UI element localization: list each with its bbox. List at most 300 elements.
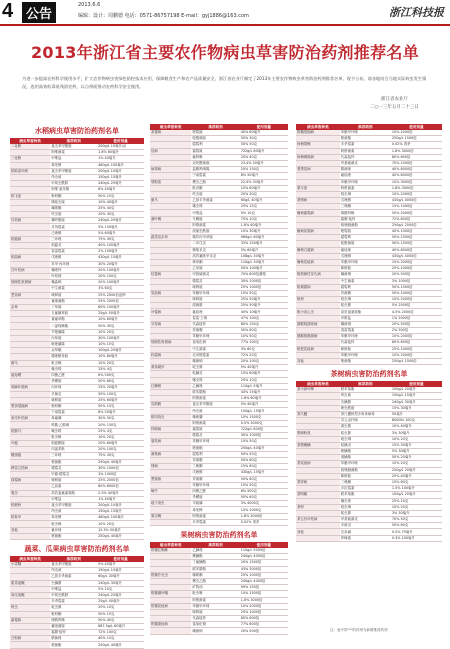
agent-cell: 苯甲·丙环唑 bbox=[50, 261, 97, 267]
dose-cell: 110g/L 5毫升 bbox=[240, 383, 288, 389]
pest-cell: 柑橘介壳虫 bbox=[150, 572, 191, 578]
dose-cell: 150g/L 15毫升 bbox=[97, 174, 144, 180]
pest-cell: 黑斑病 bbox=[150, 476, 191, 482]
dose-cell: 50% 60克 bbox=[240, 495, 288, 501]
dose-cell: 30% 1000倍 bbox=[97, 465, 144, 471]
agent-cell: 矿物油 bbox=[191, 585, 239, 591]
agent-cell: 腈菌唑 bbox=[50, 636, 97, 642]
dose-cell: 250g/L 40毫升 bbox=[97, 459, 144, 465]
dose-cell: 15% 60毫升 bbox=[240, 371, 288, 377]
pest-cell: 穗颈瘟 bbox=[10, 453, 50, 459]
agent-cell: 腐霉利 bbox=[191, 142, 239, 148]
agent-cell: 双草醚 bbox=[50, 348, 97, 354]
dose-cell: 20% 500倍 bbox=[391, 272, 442, 278]
agent-cell: 咪鲜胺 bbox=[50, 478, 97, 484]
dose-cell: 80% 600倍 bbox=[391, 154, 442, 160]
dose-cell: 72% 600倍 bbox=[391, 216, 442, 222]
agent-cell: 噻虫嗪 bbox=[50, 428, 97, 434]
agent-cell: 咪鲜胺 bbox=[340, 346, 391, 352]
dose-cell: 1.8% 60毫升 bbox=[97, 150, 144, 156]
pest-cell: 秧苗立枯病 bbox=[10, 465, 50, 471]
dose-cell: 40% 8000倍 bbox=[391, 173, 442, 179]
dose-cell: 687.5g/L 60毫升 bbox=[97, 623, 144, 629]
column-header: 推荐药剂 bbox=[340, 381, 391, 387]
dose-cell: 10% 50克 bbox=[240, 290, 288, 296]
dose-cell: 22.4% 30毫升 bbox=[240, 179, 288, 185]
agent-cell: 中生菌素 bbox=[340, 278, 391, 284]
agent-cell: 毒死蜱 bbox=[191, 507, 239, 513]
agent-cell: 双炔酰菌胺 bbox=[191, 160, 239, 166]
pest-cell: 福寿螺 bbox=[10, 372, 50, 378]
dose-cell: 50% 15克 bbox=[97, 193, 144, 199]
agent-cell: 代森锰锌 bbox=[340, 154, 391, 160]
dose-cell: 250g/L 20毫升 bbox=[391, 467, 442, 473]
agent-cell: 霜霉威 bbox=[191, 148, 239, 154]
dose-cell: 3% 4000克 bbox=[240, 501, 288, 507]
dose-cell: 108g/L 30毫升 bbox=[240, 253, 288, 259]
dose-cell: 10% 20克 bbox=[97, 360, 144, 366]
newspaper-name: 浙江科技报 bbox=[389, 6, 444, 19]
block-2b bbox=[296, 124, 442, 365]
agent-cell: 噻菌铜 bbox=[340, 321, 391, 327]
agent-cell: 吡虫啉 bbox=[50, 434, 97, 440]
dose-cell: 2% 100毫升 bbox=[97, 249, 144, 255]
dose-cell: 50% 30克 bbox=[240, 136, 288, 142]
dose-cell: 40% 8000倍 bbox=[391, 247, 442, 253]
agent-cell: 噻菌铜 bbox=[191, 358, 239, 364]
pest-cell: 茶尺蠖 bbox=[296, 411, 340, 417]
pest-cell: 黄条跳甲 bbox=[150, 365, 191, 371]
dose-cell: 10% 20克 bbox=[391, 504, 442, 510]
column-header: 推荐药剂 bbox=[191, 542, 239, 548]
agent-cell: 四聚乙醛 bbox=[191, 488, 239, 494]
dose-cell: 60% 100毫升 bbox=[97, 304, 144, 310]
table-header-row bbox=[296, 124, 442, 130]
dose-cell: 5% 10克 bbox=[97, 586, 144, 592]
dose-cell: 75% 30克 bbox=[97, 236, 144, 242]
agent-cell: 咪鲜胺 bbox=[50, 397, 97, 403]
agent-cell: 联苯肼酯 bbox=[191, 389, 239, 395]
agent-cell: 甲维盐 bbox=[50, 156, 97, 162]
dose-cell: 30% 1000倍 bbox=[240, 278, 288, 284]
agent-cell: 稻瘟灵 bbox=[50, 243, 97, 249]
dose-cell: 25g/L 40毫升 bbox=[97, 599, 144, 605]
agent-cell: 茚虫威 bbox=[50, 509, 97, 515]
dose-cell: 25% 4克 bbox=[97, 428, 144, 434]
pest-cell: 茶小绿叶蝉 bbox=[296, 387, 340, 393]
pest-cell: 纹枯病 bbox=[10, 218, 50, 224]
agent-cell: 烯啶虫胺 bbox=[50, 199, 97, 205]
pest-cell: 猝倒病 bbox=[150, 427, 191, 433]
dose-cell: 200g/L 10毫升/亩 bbox=[97, 144, 144, 150]
agent-cell: 溴菌腈 bbox=[191, 303, 239, 309]
dose-cell: 75% 30克 bbox=[97, 453, 144, 459]
pest-cell: 柑橘溃疡病 bbox=[150, 622, 191, 628]
agent-cell: 甲维盐 bbox=[50, 586, 97, 592]
column-header: 病虫草害种类 bbox=[10, 138, 50, 144]
dose-cell: 20% 1500倍 bbox=[240, 560, 288, 566]
dose-cell: 25% 4克 bbox=[97, 366, 144, 372]
agent-cell: 螺虫乙酯 bbox=[191, 578, 239, 584]
table-header-row bbox=[10, 556, 144, 562]
dose-cell: 10% 50克 bbox=[240, 482, 288, 488]
dose-cell: 72% 20克 bbox=[240, 352, 288, 358]
dose-cell: 80% 150克 bbox=[240, 321, 288, 327]
pest-cell: 梨黑星病 bbox=[296, 167, 340, 173]
dose-cell: 20% 60毫升 bbox=[97, 441, 144, 447]
dose-cell: 10% 1500倍 bbox=[240, 591, 288, 597]
table-header-row bbox=[150, 542, 288, 548]
agent-cell: 中生菌素 bbox=[50, 286, 97, 292]
agent-cell: 阿维菌素 bbox=[191, 420, 239, 426]
column-2 bbox=[150, 124, 288, 635]
dose-cell: 25% 2000倍 bbox=[97, 478, 144, 484]
pest-cell: 叶霉病 bbox=[150, 309, 191, 315]
agent-cell: 吡蚜酮 bbox=[50, 193, 97, 199]
pest-cell: 叶瘟 bbox=[10, 441, 50, 447]
agent-cell: 多菌灵 bbox=[340, 523, 391, 529]
agent-cell: 戊唑醇 bbox=[340, 253, 391, 259]
dose-cell: 100g/L 20毫升 bbox=[391, 492, 442, 498]
dose-cell: 20% 100克 bbox=[97, 273, 144, 279]
agent-cell: 异菌脲 bbox=[191, 476, 239, 482]
dose-cell: 150g/L 15毫升 bbox=[391, 393, 442, 399]
pest-cell: 茶炭疽病 bbox=[296, 461, 340, 467]
pest-cell: 锈病 bbox=[150, 464, 191, 470]
dose-cell: 10% 2000倍 bbox=[391, 259, 442, 265]
dose-cell: 40% 10克 bbox=[97, 636, 144, 642]
pest-cell: 蓟马 bbox=[10, 360, 50, 366]
agent-cell: 嘧菌酯 bbox=[50, 642, 97, 648]
agent-cell: 氯虫苯甲酰胺 bbox=[50, 168, 97, 174]
agent-cell: 甲基硫菌灵 bbox=[340, 160, 391, 166]
dose-cell: 1.8% 60毫升 bbox=[240, 222, 288, 228]
dose-cell: 50% 1500倍 bbox=[391, 284, 442, 290]
pest-cell: 其他 bbox=[296, 358, 340, 364]
header-rule bbox=[0, 24, 450, 26]
agent-cell: 多杀霉素 bbox=[50, 599, 97, 605]
agent-cell: 戊唑醇 bbox=[50, 255, 97, 261]
dose-cell: 20% 30克 bbox=[97, 212, 144, 218]
agent-cell: 茶尺蠖核型多角体病毒 bbox=[340, 411, 391, 417]
dose-cell: 5% 40毫升 bbox=[97, 562, 144, 568]
pest-cell: 恶苗病 bbox=[10, 292, 50, 298]
dose-cell: 430g/L 4000倍 bbox=[391, 198, 442, 204]
agent-cell: 阿维菌素 bbox=[191, 222, 239, 228]
agent-cell: 中生菌素 bbox=[191, 346, 239, 352]
agent-cell: 嘧霉胺 bbox=[340, 229, 391, 235]
agent-cell: 氟硅唑 bbox=[191, 309, 239, 315]
dose-cell: 40% 8000倍 bbox=[391, 167, 442, 173]
page-number: 4 bbox=[2, 0, 14, 22]
agent-cell: 氯虫苯甲酰胺 bbox=[191, 402, 239, 408]
table-row bbox=[150, 519, 288, 525]
dose-cell: 0.5% 75毫升 bbox=[391, 529, 442, 535]
agent-cell: 咪鲜胺 bbox=[191, 297, 239, 303]
agent-cell: 氟吗啉 bbox=[191, 154, 239, 160]
agent-cell: 啶酰菌胺 bbox=[191, 136, 239, 142]
dose-cell: 25% 1000倍 bbox=[391, 346, 442, 352]
pest-cell: 稻纵卷叶螟 bbox=[10, 168, 50, 174]
column-header: 使用剂量 bbox=[240, 124, 288, 130]
agent-cell: 印楝素 bbox=[340, 535, 391, 541]
agent-cell: 春雷霉素 bbox=[50, 249, 97, 255]
dose-cell: 47% 100克 bbox=[240, 315, 288, 321]
column-header: 推荐药剂 bbox=[340, 124, 391, 130]
dose-cell: 50% 60克 bbox=[391, 523, 442, 529]
pest-cell: 疫病 bbox=[150, 148, 191, 154]
dose-cell: 120g/L 30毫升 bbox=[240, 259, 288, 265]
dose-cell: 4.5% 2000倍 bbox=[391, 309, 442, 315]
dose-cell: 40% 60毫升 bbox=[240, 130, 288, 136]
dose-cell: 5% 40毫升 bbox=[240, 402, 288, 408]
dose-cell: 1.8% 3000倍 bbox=[391, 185, 442, 191]
dose-cell: 5% 10克 bbox=[240, 210, 288, 216]
column-header: 推荐药剂 bbox=[191, 124, 239, 130]
dose-cell: 240g/L 4000倍 bbox=[240, 578, 288, 584]
agent-cell: 异菌脲 bbox=[340, 290, 391, 296]
pest-cell bbox=[10, 533, 50, 539]
agent-cell: 噻嗪酮 bbox=[191, 572, 239, 578]
pest-cell: 二化螟 bbox=[10, 144, 50, 150]
dose-cell: 110g/L 5000倍 bbox=[240, 548, 288, 554]
dose-cell: 77% 600倍 bbox=[240, 622, 288, 628]
pest-cell: 葡萄炭疽病 bbox=[296, 259, 340, 265]
column-header: 推荐药剂 bbox=[50, 138, 97, 144]
pesticide-table bbox=[10, 138, 144, 540]
agent-cell: 多杀霉素 bbox=[340, 142, 391, 148]
agent-cell: 噁霉灵 bbox=[50, 465, 97, 471]
dose-cell: 25g/L 50毫升 bbox=[97, 311, 144, 317]
agent-cell: 戊唑醇 bbox=[340, 198, 391, 204]
dose-cell: 33% 150毫升 bbox=[240, 241, 288, 247]
pest-cell: 菌核病 bbox=[150, 451, 191, 457]
agent-cell: 苯醚甲环唑 bbox=[340, 352, 391, 358]
agent-cell: 唑虫酰胺 bbox=[340, 405, 391, 411]
dose-cell: 5% 2500倍 bbox=[391, 303, 442, 309]
agent-cell: 嘧菌酯 bbox=[50, 459, 97, 465]
agent-cell: 四聚乙醛 bbox=[50, 372, 97, 378]
dose-cell: 15% 60克 bbox=[240, 464, 288, 470]
column-header: 使用剂量 bbox=[240, 542, 288, 548]
pest-cell: 胡麻叶斑病 bbox=[10, 385, 50, 391]
dose-cell: 40% 10毫升 bbox=[240, 309, 288, 315]
dose-cell: 5% 150毫升 bbox=[97, 224, 144, 230]
pest-cell: 杨梅果蝇 bbox=[296, 142, 340, 148]
agent-cell: 联苯菊酯 bbox=[340, 492, 391, 498]
agent-cell: 嘧菌酯 bbox=[340, 136, 391, 142]
dose-cell: 1.8% 3000倍 bbox=[240, 513, 288, 519]
issue-date: 2013.6.6 bbox=[78, 2, 101, 8]
agent-cell: 氯虫苯甲酰胺 bbox=[50, 562, 97, 568]
agent-cell: 苄嘧磺隆 bbox=[50, 329, 97, 335]
dose-cell: 20% 10克 bbox=[97, 605, 144, 611]
agent-cell: 啶虫脒 bbox=[340, 303, 391, 309]
pest-cell: 枯萎病 bbox=[150, 272, 191, 278]
agent-cell: 嘧菌酯 bbox=[50, 533, 97, 539]
agent-cell: 吡虫啉 bbox=[340, 191, 391, 197]
agent-cell: 苯醚甲环唑 bbox=[340, 461, 391, 467]
dose-cell: 480g/L 100毫升 bbox=[97, 515, 144, 521]
pest-cell: 炭疽病 bbox=[150, 290, 191, 296]
dose-cell: 60g/L 30毫升 bbox=[97, 574, 144, 580]
dose-cell: 50% 1500倍 bbox=[391, 235, 442, 241]
pest-cell: 烟粉虱 bbox=[150, 179, 191, 185]
agent-cell: 螺螨酯 bbox=[191, 554, 239, 560]
dose-cell: 10% 40毫升 bbox=[97, 199, 144, 205]
pesticide-table bbox=[150, 124, 288, 526]
dose-cell: 430g/L 15毫升 bbox=[97, 255, 144, 261]
pest-cell: 桃蚜 bbox=[296, 297, 340, 303]
agent-cell: 哒螨灵 bbox=[340, 442, 391, 448]
dose-cell: 20% 500倍 bbox=[240, 628, 288, 634]
dose-cell: 80% 6000倍 bbox=[97, 484, 144, 490]
dose-cell: 30% 20毫升 bbox=[97, 261, 144, 267]
agent-cell: 氟环唑 bbox=[50, 527, 97, 533]
dose-cell: 3% 60克 bbox=[97, 286, 144, 292]
agent-cell: 咪鲜胺 bbox=[50, 292, 97, 298]
agent-cell: 阿维菌素 bbox=[50, 150, 97, 156]
dose-cell: 10% 20克 bbox=[391, 436, 442, 442]
pest-cell: 枇杷炭疽病 bbox=[296, 346, 340, 352]
pest-cell: 白叶枯病 bbox=[10, 267, 50, 273]
dose-cell: 50% 100毫升 bbox=[240, 266, 288, 272]
dose-cell: 10% 2000倍 bbox=[391, 352, 442, 358]
dose-cell: 1.5% 100毫升 bbox=[391, 486, 442, 492]
agent-cell: 氢氧化铜 bbox=[191, 622, 239, 628]
pest-cell: 其他 bbox=[296, 529, 340, 535]
agent-cell: 啶虫脒 bbox=[191, 365, 239, 371]
table-title: 茶树病虫害防治药剂名单 bbox=[330, 370, 408, 379]
dose-cell: 99% 150倍 bbox=[240, 585, 288, 591]
pesticide-table bbox=[296, 381, 442, 542]
agent-cell: 噻虫嗪 bbox=[50, 366, 97, 372]
agent-cell: 溴氰虫酰胺 bbox=[191, 229, 239, 235]
agent-cell: 杀螺胺 bbox=[191, 495, 239, 501]
agent-cell: 甲氧虫酰肼 bbox=[50, 592, 97, 598]
dose-cell: 50毫升 bbox=[391, 411, 442, 417]
agent-cell: 联苯菊酯 bbox=[340, 387, 391, 393]
agent-cell: 啶虫脒 bbox=[340, 430, 391, 436]
pest-cell: 茶网蝽 bbox=[296, 492, 340, 498]
dose-cell: 50% 50克 bbox=[240, 451, 288, 457]
dose-cell: 15% 60克 bbox=[391, 479, 442, 485]
agent-cell: 三唑酮 bbox=[340, 479, 391, 485]
column-1 bbox=[10, 124, 144, 649]
pest-cell: 瓜绢螟 bbox=[150, 402, 191, 408]
agent-cell: 丙草胺 bbox=[50, 335, 97, 341]
dose-cell: 6% 40毫升 bbox=[97, 187, 144, 193]
agent-cell: 噻菌铜 bbox=[340, 272, 391, 278]
agent-cell: 噁唑酰草胺 bbox=[50, 354, 97, 360]
agent-cell: 腈菌唑 bbox=[340, 167, 391, 173]
agent-cell: 乙蒜素 bbox=[50, 484, 97, 490]
agent-cell: 吡蚜酮 bbox=[50, 403, 97, 409]
dose-cell: 722g/L 800倍 bbox=[240, 427, 288, 433]
agent-cell: 联苯肼酯 bbox=[191, 566, 239, 572]
dose-cell: 6% 500克 bbox=[97, 372, 144, 378]
agent-cell: 吡唑醚菌酯 bbox=[340, 467, 391, 473]
agent-cell: 苦参碱 bbox=[340, 529, 391, 535]
dose-cell: 50% 2000倍 bbox=[391, 210, 442, 216]
pest-cell: 细菌性角斑病 bbox=[150, 340, 191, 346]
agent-cell: 甲维盐 bbox=[340, 315, 391, 321]
agent-cell: 呋虫胺 bbox=[191, 191, 239, 197]
agent-cell: 呋虫胺 bbox=[50, 212, 97, 218]
dose-cell: 50% 60克 bbox=[240, 328, 288, 334]
agent-cell: 三环唑 bbox=[50, 236, 97, 242]
agent-cell: 三唑酮 bbox=[191, 464, 239, 470]
column-header: 推荐药剂 bbox=[50, 556, 97, 562]
agent-cell: 多菌灵 bbox=[50, 391, 97, 397]
agent-cell: 苯醚甲环唑 bbox=[340, 334, 391, 340]
dose-cell: 2% 500倍 bbox=[391, 328, 442, 334]
pest-cell: 绿霉病 bbox=[10, 478, 50, 484]
pest-cell: 灰霉病 bbox=[150, 130, 191, 136]
agent-cell: 稻瘟酰胺 bbox=[50, 441, 97, 447]
agent-cell: 春雷霉素 bbox=[340, 328, 391, 334]
dose-cell: 10% 2000倍 bbox=[391, 297, 442, 303]
agent-cell: 噻虫嗪 bbox=[191, 377, 239, 383]
dose-cell: 10% 50克 bbox=[240, 439, 288, 445]
agent-cell: 苯醚甲环唑 bbox=[340, 259, 391, 265]
pest-cell: 葡萄霜霉病 bbox=[296, 210, 340, 216]
dose-cell: 0.3% 100毫升 bbox=[391, 535, 442, 541]
column-header: 使用剂量 bbox=[391, 381, 442, 387]
agent-cell: 腐霉利 bbox=[340, 235, 391, 241]
dose-cell: 3% 1000倍 bbox=[97, 471, 144, 477]
column-header: 病虫草害种类 bbox=[10, 556, 50, 562]
dose-cell: 70% 50克 bbox=[391, 517, 442, 523]
dose-cell: 20% 100毫升 bbox=[97, 267, 144, 273]
agent-cell: 阿维菌素 bbox=[340, 148, 391, 154]
pest-cell: 黑刺粉虱 bbox=[296, 430, 340, 436]
dose-cell: 10% 60毫升 bbox=[97, 317, 144, 323]
dose-cell: 5% 30毫升 bbox=[391, 449, 442, 455]
table-row bbox=[296, 358, 442, 364]
dose-cell: 15% 1000克 bbox=[240, 507, 288, 513]
dose-cell: 10% 3000倍 bbox=[391, 179, 442, 185]
pest-cell: 软腐病 bbox=[150, 352, 191, 358]
agent-cell: 吡虫啉 bbox=[340, 297, 391, 303]
agent-cell: 吡嘧磺隆 bbox=[50, 342, 97, 348]
agent-cell: 氰氟草酯 bbox=[50, 317, 97, 323]
dose-cell: 77% 100克 bbox=[240, 340, 288, 346]
dose-cell: 25% 60毫升 bbox=[97, 397, 144, 403]
agent-cell: 丁草胺 bbox=[50, 304, 97, 310]
dose-cell: 3% 30毫升 bbox=[391, 430, 442, 436]
table-row bbox=[296, 535, 442, 541]
agent-cell: 乙螨唑 bbox=[191, 548, 239, 554]
dose-cell: 200g/L 10毫升 bbox=[97, 168, 144, 174]
dose-cell: 960g/L 60毫升 bbox=[240, 235, 288, 241]
pest-cell: 蓟马 bbox=[150, 198, 191, 204]
agent-cell: 宁南霉素 bbox=[191, 173, 239, 179]
pest-cell: 稻曲病 bbox=[10, 255, 50, 261]
pest-cell: 葡萄灰霉病 bbox=[296, 229, 340, 235]
pest-cell: 柑橘疮痂病 bbox=[296, 130, 340, 136]
dose-cell: 5% 60毫升 bbox=[240, 247, 288, 253]
block-0 bbox=[10, 126, 144, 540]
agent-cell: 腐霉利 bbox=[340, 284, 391, 290]
pest-cell bbox=[10, 642, 50, 648]
dose-cell: 50% 15克 bbox=[97, 403, 144, 409]
dose-cell: 1.8% 60毫升 bbox=[240, 396, 288, 402]
dose-cell: 75% 10克 bbox=[240, 216, 288, 222]
agent-cell: 吡虫啉 bbox=[50, 521, 97, 527]
agent-cell: 杀螺胺 bbox=[50, 379, 97, 385]
dose-cell: 100g/L 20毫升 bbox=[97, 348, 144, 354]
